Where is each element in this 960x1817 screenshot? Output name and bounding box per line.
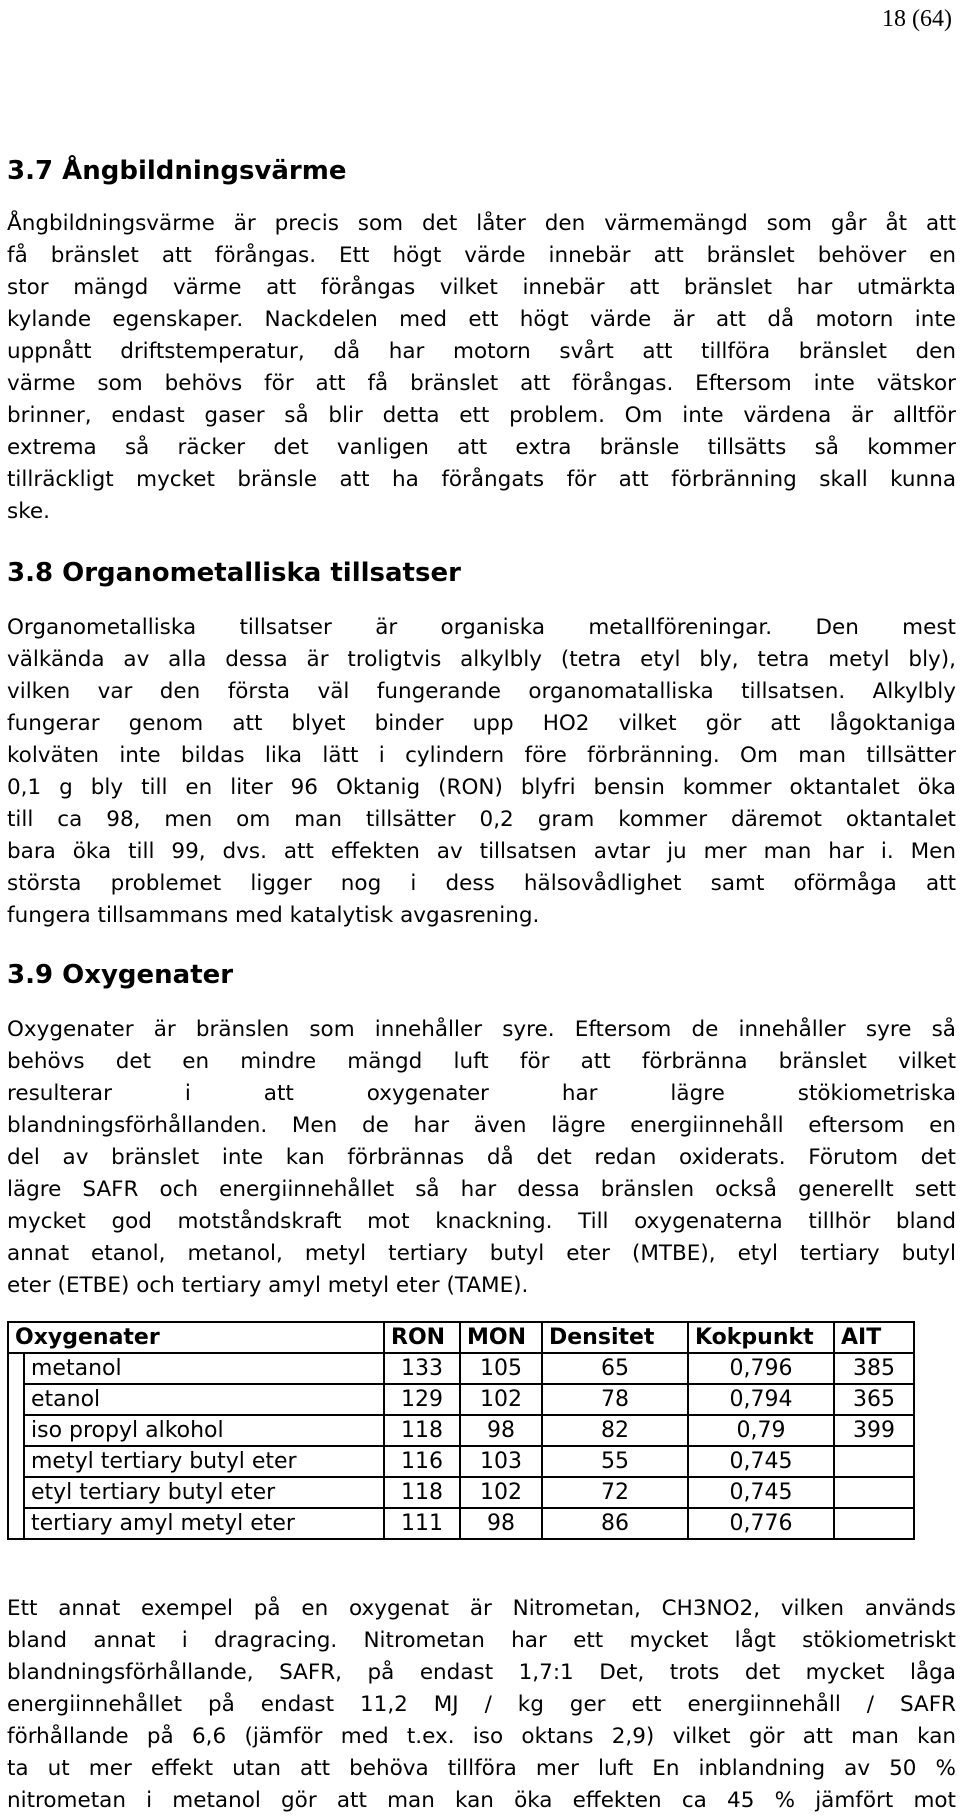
table-cell-name: metyl tertiary butyl eter (24, 1446, 384, 1477)
paragraph-line: få bränslet att förångas. Ett högt värde innebär att bränslet behöver en (7, 243, 956, 268)
paragraph-line: kolväten inte bildas lika lätt i cylindern före förbränning. Om man tillsätter (7, 743, 956, 768)
section-heading-3-7: 3.7 Ångbildningsvärme (7, 156, 347, 186)
table-cell-name: tertiary amyl metyl eter (24, 1508, 384, 1539)
table-cell-densitet: 86 (542, 1508, 688, 1539)
page-number: 18 (64) (882, 6, 952, 32)
paragraph-line: ske. (7, 499, 50, 524)
table-row (8, 1446, 914, 1477)
table-cell-ait (834, 1508, 914, 1539)
table-cell-ron: 133 (384, 1353, 460, 1384)
table-cell-name: metanol (24, 1353, 384, 1384)
paragraph-line: extrema så räcker det vanligen att extra bränsle tillsätts så kommer (7, 435, 956, 460)
table-cell-kokpunkt: 0,745 (688, 1477, 834, 1508)
paragraph-line: bara öka till 99, dvs. att effekten av tillsatsen avtar ju mer man har i. Men (7, 839, 956, 864)
table-cell-densitet: 65 (542, 1353, 688, 1384)
section-paragraph-3-8 (7, 612, 956, 932)
paragraph-line: största problemet ligger nog i dess hälsovådlighet samt oförmåga att (7, 871, 956, 896)
header-ait: AIT (834, 1322, 914, 1353)
table-cell-mon: 98 (460, 1508, 542, 1539)
header-densitet: Densitet (542, 1322, 688, 1353)
table-cell-ron: 118 (384, 1415, 460, 1446)
paragraph-line: ta ut mer effekt utan att behöva tillföra mer luft En inblandning av 50 % (7, 1756, 956, 1781)
table-cell-ron: 116 (384, 1446, 460, 1477)
paragraph-line: lägre SAFR och energiinnehållet så har dessa bränslen också generellt sett (7, 1177, 956, 1202)
table-cell-name: iso propyl alkohol (24, 1415, 384, 1446)
paragraph-line: värme som behövs för att få bränslet att förångas. Eftersom inte vätskor (7, 371, 956, 396)
table-row (8, 1508, 914, 1539)
table-cell-kokpunkt: 0,796 (688, 1353, 834, 1384)
table-cell-mon: 98 (460, 1415, 542, 1446)
table-indent-cell (8, 1415, 24, 1446)
table-indent-cell (8, 1353, 24, 1384)
section-heading-3-9: 3.9 Oxygenater (7, 960, 234, 990)
paragraph-line: Ångbildningsvärme är precis som det låter den värmemängd som går åt att (7, 211, 956, 236)
paragraph-line: behövs det en mindre mängd luft för att förbränna bränslet vilket (7, 1049, 956, 1074)
table-cell-ron: 111 (384, 1508, 460, 1539)
header-oxygenater: Oxygenater (8, 1322, 384, 1353)
table-cell-ron: 129 (384, 1384, 460, 1415)
paragraph-line: energiinnehållet på endast 11,2 MJ / kg ger ett energiinnehåll / SAFR (7, 1692, 956, 1717)
header-ron: RON (384, 1322, 460, 1353)
paragraph-line: mycket god motståndskraft mot knackning. Till oxygenaterna tillhör bland (7, 1209, 956, 1234)
table-cell-mon: 105 (460, 1353, 542, 1384)
paragraph-line: bland annat i dragracing. Nitrometan har ett mycket lågt stökiometriskt (7, 1628, 956, 1653)
table-cell-densitet: 72 (542, 1477, 688, 1508)
table-row (8, 1384, 914, 1415)
table-cell-ron: 118 (384, 1477, 460, 1508)
table-cell-kokpunkt: 0,79 (688, 1415, 834, 1446)
table-cell-mon: 103 (460, 1446, 542, 1477)
paragraph-line: del av bränslet inte kan förbrännas då det redan oxiderats. Förutom det (7, 1145, 956, 1170)
paragraph-line: blandningsförhållanden. Men de har även lägre energiinnehåll eftersom en (7, 1113, 956, 1138)
table-cell-ait (834, 1477, 914, 1508)
table-indent-cell (8, 1446, 24, 1477)
table-header-row (8, 1322, 914, 1353)
table-cell-ait (834, 1446, 914, 1477)
paragraph-line: Oxygenater är bränslen som innehåller syre. Eftersom de innehåller syre så (7, 1017, 956, 1042)
table-cell-ait: 365 (834, 1384, 914, 1415)
paragraph-line: eter (ETBE) och tertiary amyl metyl eter (TAME). (7, 1273, 529, 1298)
table-cell-kokpunkt: 0,745 (688, 1446, 834, 1477)
paragraph-line: stor mängd värme att förångas vilket innebär att bränslet har utmärkta (7, 275, 956, 300)
table-cell-kokpunkt: 0,776 (688, 1508, 834, 1539)
header-mon: MON (460, 1322, 542, 1353)
paragraph-line: brinner, endast gaser så blir detta ett problem. Om inte värdena är alltför (7, 403, 956, 428)
table-cell-kokpunkt: 0,794 (688, 1384, 834, 1415)
table-cell-name: etanol (24, 1384, 384, 1415)
header-kokpunkt: Kokpunkt (688, 1322, 834, 1353)
paragraph-line: blandningsförhållande, SAFR, på endast 1,7:1 Det, trots det mycket låga (7, 1660, 956, 1685)
section-paragraph-3-7 (7, 208, 956, 528)
table-cell-densitet: 82 (542, 1415, 688, 1446)
paragraph-line: kylande egenskaper. Nackdelen med ett högt värde är att då motorn inte (7, 307, 956, 332)
paragraph-line: fungerar genom att blyet binder upp HO2 vilket gör att lågoktaniga (7, 711, 956, 736)
paragraph-line: vilken var den första väl fungerande organomatalliska tillsatsen. Alkylbly (7, 679, 956, 704)
oxygenates-table (7, 1321, 915, 1540)
closing-paragraph (7, 1593, 956, 1817)
paragraph-line: tillräckligt mycket bränsle att ha förångats för att förbränning skall kunna (7, 467, 956, 492)
table-row (8, 1353, 914, 1384)
paragraph-line: välkända av alla dessa är troligtvis alkylbly (tetra etyl bly, tetra metyl bly), (7, 647, 956, 672)
table-cell-mon: 102 (460, 1384, 542, 1415)
table-cell-ait: 385 (834, 1353, 914, 1384)
paragraph-line: 0,1 g bly till en liter 96 Oktanig (RON) blyfri bensin kommer oktantalet öka (7, 775, 956, 800)
paragraph-line: förhållande på 6,6 (jämför med t.ex. iso oktans 2,9) vilket gör att man kan (7, 1724, 956, 1749)
table-cell-name: etyl tertiary butyl eter (24, 1477, 384, 1508)
table-cell-ait: 399 (834, 1415, 914, 1446)
section-paragraph-3-9 (7, 1014, 956, 1302)
table-indent-cell (8, 1508, 24, 1539)
table-cell-densitet: 55 (542, 1446, 688, 1477)
paragraph-line: fungera tillsammans med katalytisk avgasrening. (7, 903, 540, 928)
table-cell-mon: 102 (460, 1477, 542, 1508)
paragraph-line: till ca 98, men om man tillsätter 0,2 gram kommer däremot oktantalet (7, 807, 956, 832)
table-cell-densitet: 78 (542, 1384, 688, 1415)
section-heading-3-8: 3.8 Organometalliska tillsatser (7, 558, 461, 588)
paragraph-line: Organometalliska tillsatser är organiska metallföreningar. Den mest (7, 615, 956, 640)
table-indent-cell (8, 1477, 24, 1508)
paragraph-line: Ett annat exempel på en oxygenat är Nitrometan, CH3NO2, vilken används (7, 1596, 956, 1621)
table-row (8, 1477, 914, 1508)
paragraph-line: annat etanol, metanol, metyl tertiary butyl eter (MTBE), etyl tertiary butyl (7, 1241, 956, 1266)
table-row (8, 1415, 914, 1446)
paragraph-line: nitrometan i metanol gör att man kan öka effekten ca 45 % jämfört mot (7, 1788, 956, 1813)
paragraph-line: uppnått driftstemperatur, då har motorn svårt att tillföra bränslet den (7, 339, 956, 364)
paragraph-line: resulterar i att oxygenater har lägre stökiometriska (7, 1081, 956, 1106)
table-indent-cell (8, 1384, 24, 1415)
